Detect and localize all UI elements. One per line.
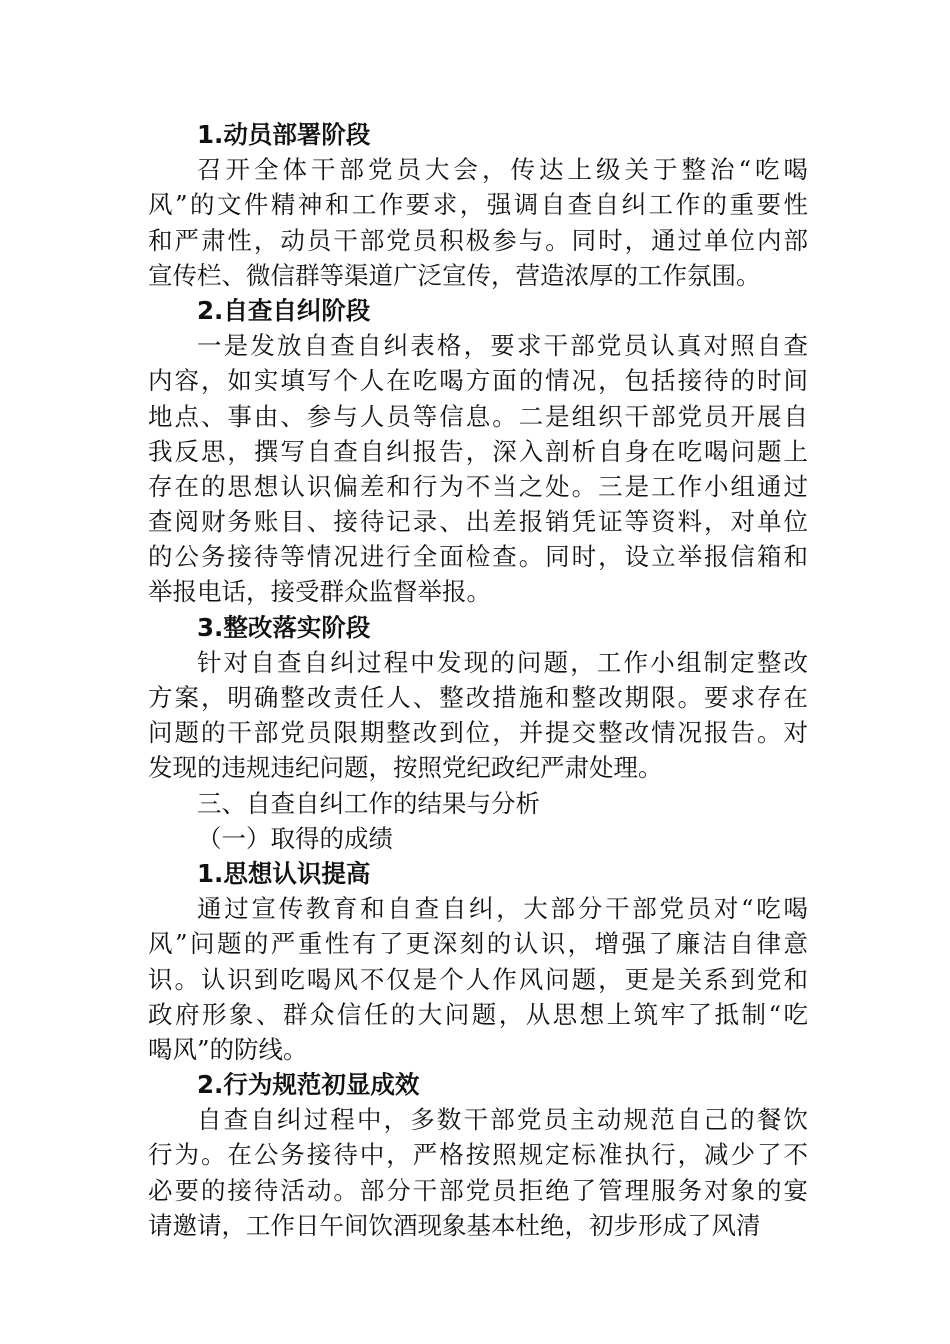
body-paragraph [148,1102,808,1243]
paragraph-line: 宣传栏、微信群等渠道广泛宣传，营造浓厚的工作氛围。 [148,260,761,290]
stage-heading [148,293,808,328]
paragraph-line: 地点、事由、参与人员等信息。二是组织干部党员开展自 [148,401,808,431]
section-title-text: 三、自查自纠工作的结果与分析 [197,788,540,818]
heading-text: 2.行为规范初显成效 [197,1070,420,1100]
paragraph-line: 风”问题的严重性有了更深刻的认识，增强了廉洁自律意 [148,929,808,959]
paragraph-line: 方案，明确整改责任人、整改措施和整改期限。要求存在 [148,683,808,712]
paragraph-line: 内容，如实填写个人在吃喝方面的情况，包括接待的时间 [148,366,808,396]
paragraph-line: 必要的接待活动。部分干部党员拒绝了管理服务对象的宴 [148,1175,808,1205]
paragraph-line: 请邀请，工作日午间饮酒现象基本杜绝，初步形成了风清 [148,1210,761,1240]
body-paragraph [148,891,808,1067]
paragraph-line: 一是发放自查自纠表格，要求干部党员认真对照自查 [197,331,808,361]
section-heading [148,786,808,821]
paragraph-line: 识。认识到吃喝风不仅是个人作风问题，更是关系到党和 [148,964,808,994]
stage-heading [148,610,808,645]
paragraph-line: 喝风”的防线。 [148,1034,308,1064]
subsection-heading [148,821,808,856]
heading-text: 3.整改落实阶段 [197,612,371,642]
document-page [148,117,808,1243]
paragraph-line: 行为。在公务接待中，严格按照规定标准执行，减少了不 [148,1140,808,1170]
paragraph-line: 存在的思想认识偏差和行为不当之处。三是工作小组通过 [148,471,808,501]
stage-heading [148,856,808,891]
stage-heading [148,117,808,152]
paragraph-line: 风”的文件精神和工作要求，强调自查自纠工作的重要性 [148,190,808,220]
heading-text: 1.动员部署阶段 [197,120,371,149]
subsection-title-text: （一）取得的成绩 [197,823,393,853]
paragraph-line: 和严肃性，动员干部党员积极参与。同时，通过单位内部 [148,225,808,255]
paragraph-line: 召开全体干部党员大会，传达上级关于整治“吃喝 [197,155,808,185]
heading-text: 2.自查自纠阶段 [197,295,371,325]
heading-text: 1.思想认识提高 [197,858,371,888]
paragraph-line: 自查自纠过程中，多数干部党员主动规范自己的餐饮 [197,1105,808,1135]
paragraph-line: 查阅财务账目、接待记录、出差报销凭证等资料，对单位 [148,507,808,537]
paragraph-line: 我反思，撰写自查自纠报告，深入剖析自身在吃喝问题上 [148,436,808,466]
body-paragraph [148,328,808,610]
body-paragraph [148,152,808,293]
paragraph-line: 的公务接待等情况进行全面检查。同时，设立举报信箱和 [148,542,808,572]
body-paragraph [148,645,808,786]
paragraph-line: 问题的干部党员限期整改到位，并提交整改情况报告。对 [148,718,808,748]
paragraph-line: 针对自查自纠过程中发现的问题，工作小组制定整改 [197,647,808,677]
stage-heading [148,1067,808,1102]
paragraph-line: 通过宣传教育和自查自纠，大部分干部党员对“吃喝 [197,894,808,924]
paragraph-line: 举报电话，接受群众监督举报。 [148,577,491,607]
paragraph-line: 政府形象、群众信任的大问题，从思想上筑牢了抵制“吃 [148,999,808,1029]
paragraph-line: 发现的违规违纪问题，按照党纪政纪严肃处理。 [148,753,663,783]
